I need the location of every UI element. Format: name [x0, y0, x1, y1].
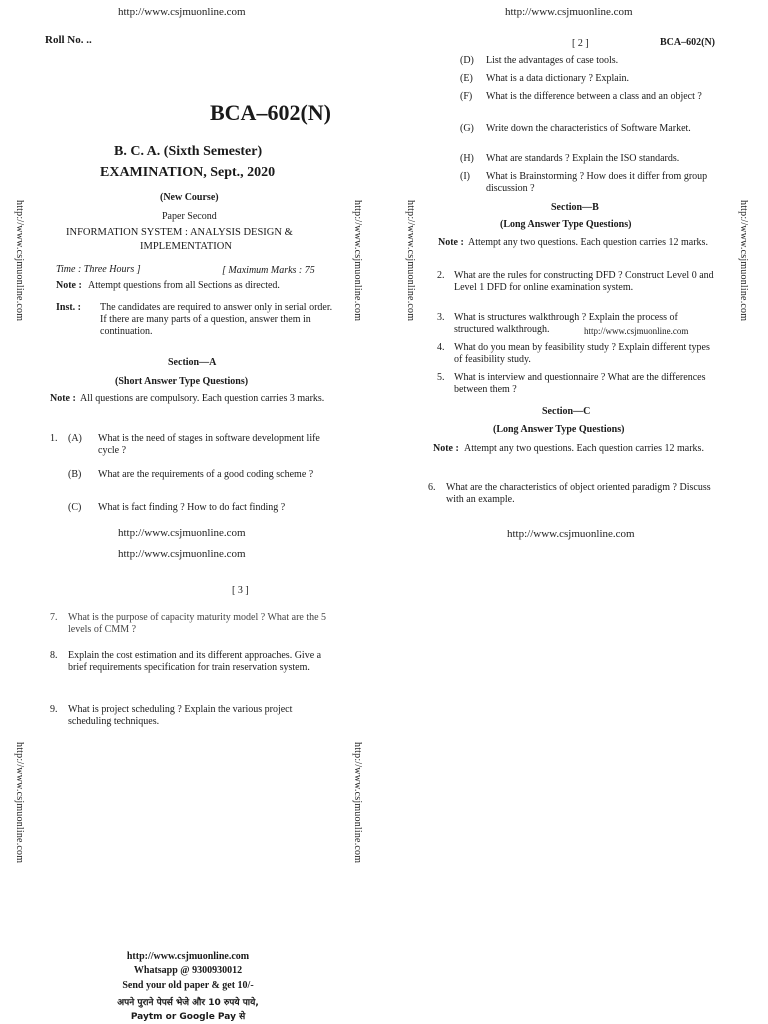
page-2-code: BCA–602(N): [660, 37, 715, 48]
side-url-right: http://www.csjmuonline.com: [738, 200, 749, 322]
inst-text: The candidates are required to answer only in serial order. If there are many parts of a question, answer them in continuation.: [100, 302, 333, 337]
inline-url[interactable]: http://www.csjmuonline.com: [584, 326, 689, 336]
q7-number: 7.: [50, 612, 58, 623]
q9-text: What is project scheduling ? Explain the various project scheduling techniques.: [68, 704, 293, 727]
right-url-bottom[interactable]: http://www.csjmuonline.com: [507, 528, 635, 540]
q1-h-text: What are standards ? Explain the ISO standards.: [486, 153, 680, 164]
note-c-text: Attempt any two questions. Each question carries 12 marks.: [464, 443, 704, 454]
q1-c-label: (C): [68, 502, 82, 513]
header-url-right[interactable]: http://www.csjmuonline.com: [505, 6, 633, 18]
q1-f-text: What is the difference between a class and an object ?: [486, 91, 702, 102]
new-course: (New Course): [160, 192, 219, 203]
q4-number: 4.: [437, 342, 445, 353]
page-2-number: [ 2 ]: [572, 38, 589, 49]
q1-c-text: What is fact finding ? How to do fact finding ?: [98, 502, 286, 513]
q1-d-text: List the advantages of case tools.: [486, 55, 619, 66]
q3-text: What is structures walkthrough ? Explain the process of structured walkthrough.: [454, 312, 678, 335]
left-url-1[interactable]: http://www.csjmuonline.com: [118, 527, 246, 539]
side-url-midright: http://www.csjmuonline.com: [405, 200, 416, 322]
note-a-label: Note :: [50, 393, 76, 404]
q6-text: What are the characteristics of object oriented paradigm ? Discuss with an example.: [446, 482, 711, 505]
note-c-label: Note :: [433, 443, 459, 454]
note-a-text: All questions are compulsory. Each question carries 3 marks.: [80, 393, 325, 404]
q1-number: 1.: [50, 433, 58, 444]
q1-g-text: Write down the characteristics of Software Market.: [486, 123, 691, 134]
note-text: Attempt questions from all Sections as directed.: [88, 280, 280, 291]
q1-h-label: (H): [460, 153, 474, 164]
q5-number: 5.: [437, 372, 445, 383]
note-b-text: Attempt any two questions. Each question carries 12 marks.: [468, 237, 708, 248]
q7-text: What is the purpose of capacity maturity model ? What are the 5 levels of CMM ?: [68, 612, 327, 635]
subject-line-1: INFORMATION SYSTEM : ANALYSIS DESIGN &: [66, 227, 293, 238]
note-b-label: Note :: [438, 237, 464, 248]
time-allowed: Time : Three Hours ]: [56, 264, 141, 275]
exam-title: EXAMINATION, Sept., 2020: [100, 165, 276, 180]
footer-url[interactable]: http://www.csjmuonline.com: [126, 951, 250, 962]
section-a-subheading: (Short Answer Type Questions): [115, 376, 249, 387]
side-url-left-bottom: http://www.csjmuonline.com: [14, 742, 25, 864]
paper-code: BCA–602(N): [210, 100, 331, 125]
q1-a-label: (A): [68, 433, 82, 444]
section-b-heading: Section—B: [551, 202, 599, 213]
section-c-subheading: (Long Answer Type Questions): [493, 424, 625, 435]
section-a-heading: Section—A: [168, 357, 217, 368]
inst-label: Inst. :: [56, 302, 82, 313]
subject-line-2: IMPLEMENTATION: [140, 241, 232, 252]
page-3-number: [ 3 ]: [232, 585, 249, 596]
q1-a-text: What is the need of stages in software development life cycle ?: [98, 433, 320, 456]
footer-hindi: अपने पुराने पेपर्स भेजे और 10 रुपये पाये,: [117, 998, 259, 1008]
q2-number: 2.: [437, 270, 445, 281]
footer-whatsapp: Whatsapp @ 9300930012: [133, 965, 243, 976]
side-url-left-top: http://www.csjmuonline.com: [14, 200, 25, 322]
q1-b-label: (B): [68, 469, 82, 480]
q3-number: 3.: [437, 312, 445, 323]
header-url-left[interactable]: http://www.csjmuonline.com: [118, 6, 246, 18]
side-url-mid-bottom: http://www.csjmuonline.com: [352, 742, 363, 864]
footer-pay: Paytm or Google Pay से: [130, 1012, 246, 1022]
left-url-2[interactable]: http://www.csjmuonline.com: [118, 548, 246, 560]
max-marks: [ Maximum Marks : 75: [222, 265, 315, 276]
q1-i-text: What is Brainstorming ? How does it differ from group discussion ?: [486, 171, 708, 194]
roll-no: Roll No. ..: [45, 34, 92, 46]
q1-b-text: What are the requirements of a good coding scheme ?: [98, 469, 314, 480]
side-url-mid-top: http://www.csjmuonline.com: [352, 200, 363, 322]
q1-i-label: (I): [460, 171, 470, 182]
section-b-subheading: (Long Answer Type Questions): [500, 219, 632, 230]
q4-text: What do you mean by feasibility study ? Explain different types of feasibility study.: [454, 342, 710, 365]
q1-g-label: (G): [460, 123, 474, 134]
note-label: Note :: [56, 280, 82, 291]
q1-e-text: What is a data dictionary ? Explain.: [486, 73, 630, 84]
q5-text: What is interview and questionnaire ? What are the differences between them ?: [454, 372, 706, 395]
q1-f-label: (F): [460, 91, 473, 102]
q1-e-label: (E): [460, 73, 473, 84]
q2-text: What are the rules for constructing DFD ? Construct Level 0 and Level 1 DFD for online examination system.: [454, 270, 714, 293]
section-c-heading: Section—C: [542, 406, 591, 417]
paper-number: Paper Second: [162, 211, 217, 222]
q1-d-label: (D): [460, 55, 474, 66]
q8-number: 8.: [50, 650, 58, 661]
course-title: B. C. A. (Sixth Semester): [114, 144, 263, 159]
footer-send-paper: Send your old paper & get 10/-: [122, 980, 254, 991]
q9-number: 9.: [50, 704, 58, 715]
q8-text: Explain the cost estimation and its different approaches. Give a brief requirements specification for train reservation system.: [68, 650, 322, 673]
q6-number: 6.: [428, 482, 436, 493]
